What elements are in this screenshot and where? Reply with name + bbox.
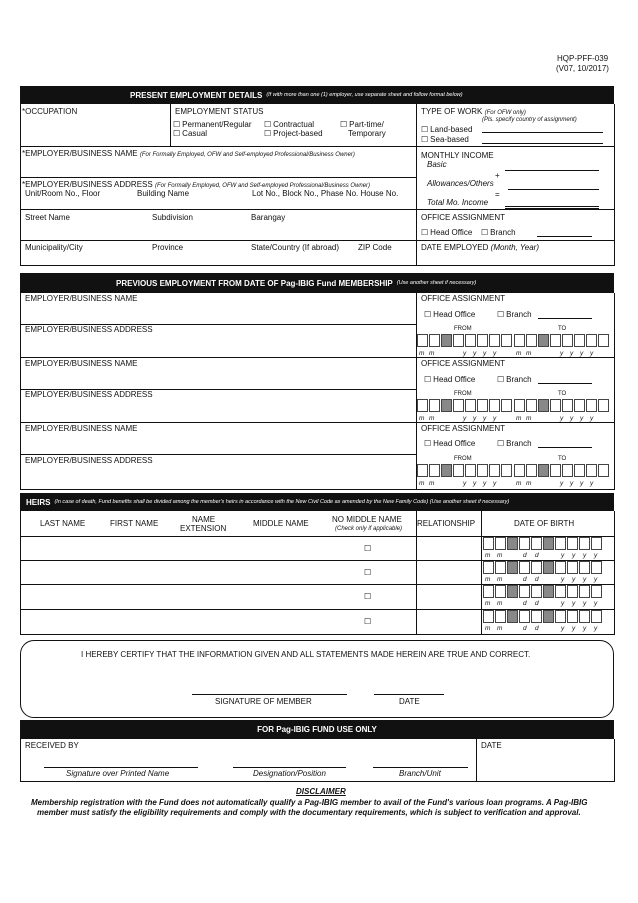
heir-dob-code: y bbox=[583, 625, 587, 632]
heir-relationship-field[interactable] bbox=[418, 611, 478, 631]
form-version: (V07, 10/2017) bbox=[556, 64, 609, 73]
heir-dob-cell[interactable] bbox=[483, 585, 494, 598]
heir-dob-cell[interactable] bbox=[591, 585, 602, 598]
heir-dob-cell[interactable] bbox=[579, 610, 590, 623]
prev-from-date-cell[interactable] bbox=[453, 399, 464, 412]
prev-employer-name-label-2: EMPLOYER/BUSINESS NAME bbox=[25, 359, 138, 368]
disclaimer-line-1: Membership registration with the Fund does not automatically qualify a Pag-IBIG member to avail of the Fund's various loan programs. A Pag-IBIG bbox=[31, 798, 588, 807]
specify-country-note: (Pls. specify country of assignment) bbox=[482, 117, 577, 123]
sig-printed-label: Signature over Printed Name bbox=[66, 769, 170, 778]
heir-dob-code: m bbox=[497, 625, 503, 632]
heir-dob-cell[interactable] bbox=[543, 610, 554, 623]
prev-to-date-cell[interactable] bbox=[514, 464, 525, 477]
prev-from-date-cell[interactable] bbox=[501, 334, 512, 347]
prev-from-date-code: m bbox=[429, 350, 435, 357]
prev-from-date-cell[interactable] bbox=[501, 399, 512, 412]
prev-to-label-1: TO bbox=[558, 326, 567, 332]
office-assignment-label: OFFICE ASSIGNMENT bbox=[421, 213, 506, 222]
fund-use-title: FOR Pag-IBIG FUND USE ONLY bbox=[257, 725, 377, 734]
prev-to-date-cell[interactable] bbox=[598, 464, 609, 477]
prev-to-date-cell[interactable] bbox=[514, 399, 525, 412]
basic-income-field[interactable] bbox=[505, 170, 599, 171]
prev-branch-checkbox-2[interactable]: ☐ Branch bbox=[497, 376, 532, 384]
designation-label: Designation/Position bbox=[253, 769, 326, 778]
heir-dob-cell[interactable] bbox=[531, 561, 542, 574]
heir-dob-cell[interactable] bbox=[483, 561, 494, 574]
prev-from-date-code: y bbox=[483, 350, 487, 357]
heir-dob-code: y bbox=[572, 552, 576, 559]
heir-dob-code: y bbox=[583, 576, 587, 583]
heir-dob-cell[interactable] bbox=[483, 610, 494, 623]
prev-to-date-code: y bbox=[590, 480, 594, 487]
disclaimer-title: DISCLAIMER bbox=[296, 787, 346, 796]
prev-from-date-code: m bbox=[419, 415, 425, 422]
prev-from-date-code: y bbox=[483, 480, 487, 487]
type-of-work-label: TYPE OF WORK (For OFW only) bbox=[421, 107, 526, 116]
prev-from-date-code: y bbox=[463, 480, 467, 487]
land-based-checkbox[interactable]: ☐ Land-based bbox=[421, 126, 472, 134]
prev-to-date-cell[interactable] bbox=[586, 464, 597, 477]
heir-no-middle-name-checkbox[interactable]: ☐ bbox=[364, 544, 372, 553]
employer-name-label: *EMPLOYER/BUSINESS NAME (For Formally Employed, OFW and Self-employed Professional/Business Owner) bbox=[22, 149, 355, 158]
employment-status-label: EMPLOYMENT STATUS bbox=[175, 107, 264, 116]
prev-to-date-cell[interactable] bbox=[526, 399, 537, 412]
prev-from-date-cell[interactable] bbox=[477, 334, 488, 347]
prev-head-office-checkbox-1[interactable]: ☐ Head Office bbox=[424, 311, 475, 319]
heir-name-extension-header: NAME bbox=[192, 515, 216, 524]
heir-dob-code: y bbox=[594, 625, 598, 632]
heir-dob-code: d bbox=[523, 552, 527, 559]
heir-dob-code: d bbox=[523, 625, 527, 632]
heir-dob-code: y bbox=[561, 576, 565, 583]
prev-from-label-1: FROM bbox=[454, 326, 472, 332]
prev-to-date-cell[interactable] bbox=[562, 464, 573, 477]
heir-dob-cell[interactable] bbox=[507, 610, 518, 623]
prev-to-date-code: y bbox=[560, 480, 564, 487]
permanent-checkbox[interactable]: ☐ Permanent/Regular bbox=[173, 121, 252, 129]
prev-branch-field-2[interactable] bbox=[538, 383, 592, 384]
heir-dob-cell[interactable] bbox=[579, 561, 590, 574]
street-label: Street Name bbox=[25, 213, 70, 222]
prev-from-date-code: m bbox=[419, 350, 425, 357]
prev-to-date-code: y bbox=[570, 350, 574, 357]
prev-employer-address-label-1: EMPLOYER/BUSINESS ADDRESS bbox=[25, 325, 153, 334]
heir-name-extension-header-2: EXTENSION bbox=[180, 524, 227, 533]
heir-relationship-header: RELATIONSHIP bbox=[417, 519, 476, 528]
prev-to-date-cell[interactable] bbox=[586, 399, 597, 412]
prev-to-date-code: m bbox=[516, 480, 522, 487]
member-date-field[interactable] bbox=[374, 694, 444, 695]
prev-branch-checkbox-3[interactable]: ☐ Branch bbox=[497, 440, 532, 448]
member-signature-field[interactable] bbox=[192, 694, 347, 695]
prev-to-date-code: m bbox=[516, 415, 522, 422]
casual-checkbox[interactable]: ☐ Casual bbox=[173, 130, 207, 138]
prev-from-date-code: m bbox=[419, 480, 425, 487]
prev-to-date-code: y bbox=[570, 480, 574, 487]
heir-dob-cell[interactable] bbox=[531, 537, 542, 550]
prev-employer-name-label-1: EMPLOYER/BUSINESS NAME bbox=[25, 294, 138, 303]
heir-dob-cell[interactable] bbox=[591, 561, 602, 574]
prev-office-assignment-label-2: OFFICE ASSIGNMENT bbox=[421, 359, 506, 368]
prev-to-date-code: y bbox=[590, 350, 594, 357]
prev-to-date-cell[interactable] bbox=[538, 399, 549, 412]
prev-to-date-cell[interactable] bbox=[562, 334, 573, 347]
previous-employment-header bbox=[20, 273, 614, 293]
occupation-label: *OCCUPATION bbox=[22, 107, 78, 116]
prev-from-date-code: y bbox=[473, 350, 477, 357]
equals-sign: = bbox=[495, 190, 500, 199]
heir-dob-code: y bbox=[561, 600, 565, 607]
prev-from-date-code: y bbox=[483, 415, 487, 422]
prev-from-date-cell[interactable] bbox=[441, 464, 452, 477]
prev-from-date-cell[interactable] bbox=[441, 399, 452, 412]
heir-dob-cell[interactable] bbox=[567, 561, 578, 574]
prev-from-date-code: m bbox=[429, 415, 435, 422]
prev-employer-name-label-3: EMPLOYER/BUSINESS NAME bbox=[25, 424, 138, 433]
prev-to-date-cell[interactable] bbox=[550, 464, 561, 477]
prev-from-date-cell[interactable] bbox=[417, 334, 428, 347]
prev-to-date-code: m bbox=[526, 480, 532, 487]
employer-address-label: *EMPLOYER/BUSINESS ADDRESS (For Formally Employed, OFW and Self-employed Professional/Business Owner) bbox=[22, 180, 371, 189]
prev-from-label-3: FROM bbox=[454, 456, 472, 462]
heir-dob-code: y bbox=[561, 552, 565, 559]
heir-dob-cell[interactable] bbox=[519, 610, 530, 623]
heirs-title: HEIRS bbox=[26, 497, 51, 507]
state-country-label: State/Country (If abroad) bbox=[251, 243, 340, 252]
barangay-label: Barangay bbox=[251, 213, 286, 222]
prev-from-date-cell[interactable] bbox=[477, 464, 488, 477]
prev-from-date-cell[interactable] bbox=[501, 464, 512, 477]
heir-middle-name-header: MIDDLE NAME bbox=[253, 519, 309, 528]
certify-statement: I HEREBY CERTIFY THAT THE INFORMATION GIVEN AND ALL STATEMENTS MADE HEREIN ARE TRUE AND CORRECT. bbox=[81, 650, 531, 659]
head-office-checkbox[interactable]: ☐ Head Office bbox=[421, 229, 472, 237]
prev-from-date-code: y bbox=[493, 480, 497, 487]
heir-dob-cell[interactable] bbox=[567, 610, 578, 623]
employer-name-field[interactable] bbox=[22, 160, 414, 175]
heir-dob-code: y bbox=[572, 576, 576, 583]
prev-branch-field-1[interactable] bbox=[538, 318, 592, 319]
form-code: HQP-PFF-039 bbox=[557, 54, 609, 63]
heir-dob-code: d bbox=[535, 600, 539, 607]
heir-dob-code: m bbox=[485, 600, 491, 607]
heir-dob-cell[interactable] bbox=[567, 537, 578, 550]
heir-last-name-header: LAST NAME bbox=[40, 519, 86, 528]
plus-sign: + bbox=[495, 171, 500, 180]
heir-no-middle-name-header: NO MIDDLE NAME bbox=[332, 515, 402, 524]
heir-first-name-header: FIRST NAME bbox=[110, 519, 159, 528]
prev-to-date-cell[interactable] bbox=[538, 464, 549, 477]
prev-from-date-code: y bbox=[473, 480, 477, 487]
heir-dob-cell[interactable] bbox=[543, 561, 554, 574]
prev-to-date-cell[interactable] bbox=[538, 334, 549, 347]
unit-room-label: Unit/Room No., Floor bbox=[25, 189, 101, 198]
prev-to-date-cell[interactable] bbox=[526, 464, 537, 477]
heir-dob-code: y bbox=[594, 576, 598, 583]
heir-dob-cell[interactable] bbox=[495, 585, 506, 598]
prev-to-date-cell[interactable] bbox=[550, 399, 561, 412]
previous-title: PREVIOUS EMPLOYMENT FROM DATE OF Pag-IBIG Fund MEMBERSHIP bbox=[116, 278, 393, 288]
prev-from-date-code: y bbox=[493, 415, 497, 422]
heir-relationship-field[interactable] bbox=[418, 562, 478, 582]
occupation-field[interactable] bbox=[22, 120, 168, 144]
prev-to-date-cell[interactable] bbox=[574, 464, 585, 477]
heir-dob-code: m bbox=[485, 552, 491, 559]
total-income-field[interactable] bbox=[505, 206, 599, 209]
heir-dob-cell[interactable] bbox=[483, 537, 494, 550]
heir-dob-code: y bbox=[583, 552, 587, 559]
prev-to-date-cell[interactable] bbox=[562, 399, 573, 412]
heir-dob-cell[interactable] bbox=[531, 585, 542, 598]
heir-dob-code: m bbox=[497, 600, 503, 607]
disclaimer-line-2: member must satisfy the eligibility requirements and comply with the documentary requirements, which is subject to verification and approval. bbox=[37, 808, 581, 817]
heir-dob-cell[interactable] bbox=[519, 561, 530, 574]
prev-to-date-code: y bbox=[570, 415, 574, 422]
subdivision-label: Subdivision bbox=[152, 213, 193, 222]
heir-dob-cell[interactable] bbox=[591, 610, 602, 623]
heir-dob-cell[interactable] bbox=[555, 537, 566, 550]
heir-dob-cell[interactable] bbox=[579, 537, 590, 550]
heir-dob-cell[interactable] bbox=[579, 585, 590, 598]
zip-label: ZIP Code bbox=[358, 243, 392, 252]
prev-from-date-cell[interactable] bbox=[453, 464, 464, 477]
member-signature-label: SIGNATURE OF MEMBER bbox=[215, 697, 312, 706]
heir-dob-cell[interactable] bbox=[555, 561, 566, 574]
prev-from-date-code: y bbox=[473, 415, 477, 422]
municipality-label: Municipality/City bbox=[25, 243, 83, 252]
heir-dob-code: m bbox=[485, 625, 491, 632]
heir-dob-code: y bbox=[594, 600, 598, 607]
prev-from-date-cell[interactable] bbox=[477, 399, 488, 412]
prev-from-date-cell[interactable] bbox=[429, 399, 440, 412]
heirs-note: (In case of death, Fund benefits shall be divided among the member's heirs in accordance with the New Civil Code as amended by the New Family Code) (Use another sheet if necessary) bbox=[54, 499, 510, 505]
prev-branch-checkbox-1[interactable]: ☐ Branch bbox=[497, 311, 532, 319]
prev-to-date-code: m bbox=[516, 350, 522, 357]
basic-label: Basic bbox=[427, 160, 447, 169]
heir-dob-cell[interactable] bbox=[495, 610, 506, 623]
heir-dob-code: d bbox=[523, 576, 527, 583]
prev-to-date-cell[interactable] bbox=[586, 334, 597, 347]
heir-dob-code: y bbox=[594, 552, 598, 559]
heir-dob-code: y bbox=[561, 625, 565, 632]
prev-from-date-cell[interactable] bbox=[441, 334, 452, 347]
prev-from-date-cell[interactable] bbox=[465, 334, 476, 347]
heir-no-middle-name-checkbox[interactable]: ☐ bbox=[364, 568, 372, 577]
prev-from-date-cell[interactable] bbox=[465, 464, 476, 477]
prev-from-date-cell[interactable] bbox=[489, 399, 500, 412]
heir-dob-cell[interactable] bbox=[507, 537, 518, 550]
heir-no-middle-name-checkbox[interactable]: ☐ bbox=[364, 592, 372, 601]
heir-dob-code: y bbox=[583, 600, 587, 607]
member-date-label: DATE bbox=[399, 697, 420, 706]
heir-dob-cell[interactable] bbox=[495, 537, 506, 550]
prev-from-label-2: FROM bbox=[454, 391, 472, 397]
prev-to-date-code: m bbox=[526, 350, 532, 357]
total-income-label: Total Mo. Income bbox=[427, 198, 489, 207]
heir-dob-cell[interactable] bbox=[591, 537, 602, 550]
prev-employer-address-label-3: EMPLOYER/BUSINESS ADDRESS bbox=[25, 456, 153, 465]
heir-dob-code: y bbox=[572, 625, 576, 632]
prev-to-date-code: y bbox=[580, 350, 584, 357]
prev-to-date-cell[interactable] bbox=[550, 334, 561, 347]
heir-no-middle-note: (Check only if applicable) bbox=[335, 526, 403, 532]
heir-dob-code: m bbox=[497, 576, 503, 583]
heir-dob-cell[interactable] bbox=[519, 537, 530, 550]
heir-dob-code: d bbox=[535, 552, 539, 559]
prev-from-date-code: y bbox=[493, 350, 497, 357]
prev-from-date-code: m bbox=[429, 480, 435, 487]
fund-date-label: DATE bbox=[481, 741, 502, 750]
contractual-checkbox[interactable]: ☐ Contractual bbox=[264, 121, 314, 129]
heir-dob-cell[interactable] bbox=[495, 561, 506, 574]
land-based-country-field[interactable] bbox=[482, 132, 603, 133]
prev-to-date-code: y bbox=[560, 415, 564, 422]
received-designation-field[interactable] bbox=[233, 767, 346, 768]
heir-relationship-field[interactable] bbox=[418, 586, 478, 606]
present-employment-header bbox=[20, 86, 614, 104]
heir-dob-cell[interactable] bbox=[543, 537, 554, 550]
heir-dob-cell[interactable] bbox=[507, 585, 518, 598]
date-employed-label: DATE EMPLOYED (Month, Year) bbox=[421, 243, 539, 252]
prev-from-date-code: y bbox=[463, 350, 467, 357]
heir-dob-cell[interactable] bbox=[555, 585, 566, 598]
heir-dob-cell[interactable] bbox=[567, 585, 578, 598]
heir-dob-cell[interactable] bbox=[519, 585, 530, 598]
prev-to-date-cell[interactable] bbox=[598, 334, 609, 347]
prev-to-date-cell[interactable] bbox=[574, 399, 585, 412]
branch-field[interactable] bbox=[537, 236, 592, 237]
sea-based-country-field[interactable] bbox=[482, 143, 603, 144]
heir-dob-code: d bbox=[523, 600, 527, 607]
prev-from-date-cell[interactable] bbox=[465, 399, 476, 412]
heir-dob-cell[interactable] bbox=[555, 610, 566, 623]
prev-head-office-checkbox-2[interactable]: ☐ Head Office bbox=[424, 376, 475, 384]
prev-from-date-cell[interactable] bbox=[453, 334, 464, 347]
lot-block-label: Lot No., Block No., Phase No. House No. bbox=[252, 189, 399, 198]
prev-from-date-cell[interactable] bbox=[417, 399, 428, 412]
present-title: PRESENT EMPLOYMENT DETAILS bbox=[130, 90, 263, 100]
part-time-checkbox[interactable]: ☐ Part-time/ bbox=[340, 121, 384, 129]
prev-from-date-cell[interactable] bbox=[417, 464, 428, 477]
heir-no-middle-name-checkbox[interactable]: ☐ bbox=[364, 617, 372, 626]
building-label: Building Name bbox=[137, 189, 190, 198]
heir-dob-header: DATE OF BIRTH bbox=[514, 519, 575, 528]
prev-to-date-code: y bbox=[580, 480, 584, 487]
heir-dob-code: d bbox=[535, 576, 539, 583]
heir-dob-cell[interactable] bbox=[531, 610, 542, 623]
prev-to-date-cell[interactable] bbox=[598, 399, 609, 412]
prev-to-label-3: TO bbox=[558, 456, 567, 462]
heir-dob-code: m bbox=[485, 576, 491, 583]
part-time-label-2: Temporary bbox=[348, 129, 386, 138]
prev-office-assignment-label-1: OFFICE ASSIGNMENT bbox=[421, 294, 506, 303]
prev-to-label-2: TO bbox=[558, 391, 567, 397]
prev-to-date-code: m bbox=[526, 415, 532, 422]
prev-from-date-cell[interactable] bbox=[429, 334, 440, 347]
previous-note: (Use another sheet if necessary) bbox=[396, 280, 477, 286]
received-branch-field[interactable] bbox=[373, 767, 468, 768]
prev-from-date-cell[interactable] bbox=[429, 464, 440, 477]
present-note: (If with more than one (1) employer, use separate sheet and follow format below) bbox=[266, 92, 463, 98]
received-signature-field[interactable] bbox=[44, 767, 198, 768]
prev-to-date-code: y bbox=[580, 415, 584, 422]
heir-dob-code: d bbox=[535, 625, 539, 632]
prev-to-date-code: y bbox=[590, 415, 594, 422]
project-based-checkbox[interactable]: ☐ Project-based bbox=[264, 130, 323, 138]
prev-from-date-cell[interactable] bbox=[489, 464, 500, 477]
prev-branch-field-3[interactable] bbox=[538, 447, 592, 448]
branch-checkbox[interactable]: ☐ Branch bbox=[481, 229, 516, 237]
prev-to-date-cell[interactable] bbox=[574, 334, 585, 347]
branch-unit-label: Branch/Unit bbox=[399, 769, 441, 778]
prev-to-date-cell[interactable] bbox=[514, 334, 525, 347]
heir-relationship-field[interactable] bbox=[418, 538, 478, 558]
province-label: Province bbox=[152, 243, 184, 252]
allowances-field[interactable] bbox=[508, 189, 599, 190]
heir-dob-code: m bbox=[497, 552, 503, 559]
received-by-label: RECEIVED BY bbox=[25, 741, 79, 750]
fund-use-header bbox=[20, 720, 614, 739]
prev-to-date-code: y bbox=[560, 350, 564, 357]
prev-office-assignment-label-3: OFFICE ASSIGNMENT bbox=[421, 424, 506, 433]
sea-based-checkbox[interactable]: ☐ Sea-based bbox=[421, 136, 469, 144]
heirs-header bbox=[20, 493, 614, 511]
heir-dob-code: y bbox=[572, 600, 576, 607]
heir-dob-cell[interactable] bbox=[543, 585, 554, 598]
heir-dob-cell[interactable] bbox=[507, 561, 518, 574]
prev-head-office-checkbox-3[interactable]: ☐ Head Office bbox=[424, 440, 475, 448]
monthly-income-label: MONTHLY INCOME bbox=[421, 151, 494, 160]
prev-from-date-cell[interactable] bbox=[489, 334, 500, 347]
prev-from-date-code: y bbox=[463, 415, 467, 422]
prev-to-date-cell[interactable] bbox=[526, 334, 537, 347]
allowances-label: Allowances/Others bbox=[427, 179, 494, 188]
prev-employer-address-label-2: EMPLOYER/BUSINESS ADDRESS bbox=[25, 390, 153, 399]
